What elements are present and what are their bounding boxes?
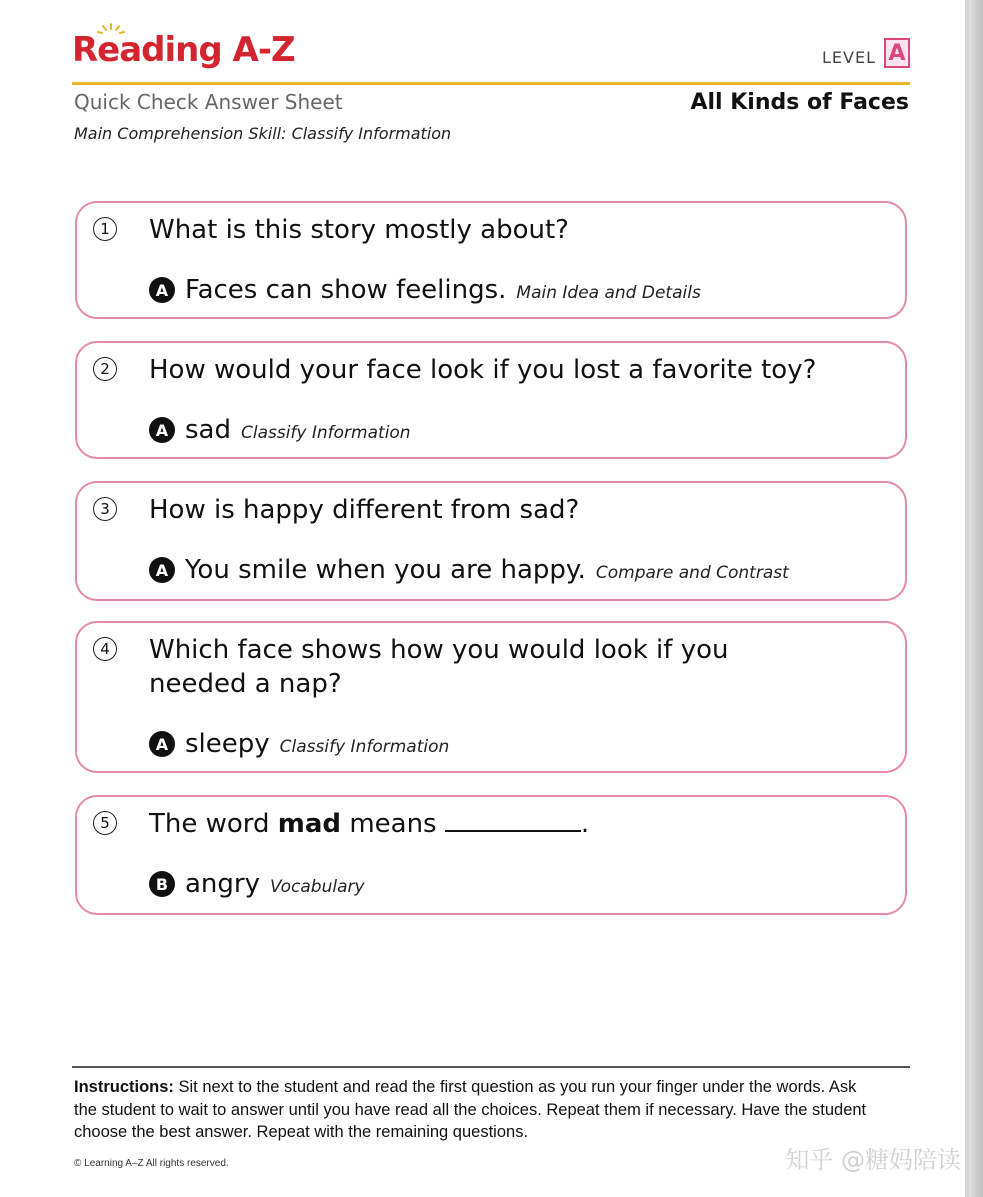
answer-letter-4: A — [149, 731, 175, 757]
question-text-3: How is happy different from sad? — [149, 495, 580, 525]
question-text-4-line-2: needed a nap? — [149, 669, 342, 699]
question-text-4 — [149, 633, 865, 701]
question-number-4: 4 — [93, 637, 117, 661]
answer-blank-line — [445, 810, 581, 832]
question-card-4 — [75, 621, 907, 773]
answer-letter-5: B — [149, 871, 175, 897]
question-text-5 — [149, 807, 865, 841]
question-text-5-bold-word: mad — [277, 809, 342, 839]
level-badge: A — [884, 38, 910, 68]
answer-row-4 — [149, 729, 449, 759]
question-text-5-end: . — [580, 809, 590, 839]
answer-row-3 — [149, 555, 789, 585]
instructions-label: Instructions: — [74, 1078, 174, 1096]
main-skill-line: Main Comprehension Skill: Classify Information — [74, 124, 452, 143]
answer-letter-1: A — [149, 277, 175, 303]
question-number-2: 2 — [93, 357, 117, 381]
answer-skill-3: Compare and Contrast — [595, 563, 789, 583]
question-text-5-before: The word — [149, 809, 270, 839]
copyright: © Learning A–Z All rights reserved. — [74, 1158, 229, 1169]
watermark: 知乎 @糖妈陪读 — [785, 1146, 961, 1174]
question-number-3: 3 — [93, 497, 117, 521]
question-text-1: What is this story mostly about? — [149, 215, 569, 245]
question-card-1 — [75, 201, 907, 319]
instructions — [74, 1076, 874, 1144]
level-label: LEVEL — [822, 48, 876, 67]
question-number-5: 5 — [93, 811, 117, 835]
instructions-text: Sit next to the student and read the first question as you run your finger under the words. Ask the student to wait to answer until you have read all the choices. Repeat them if necessary. Have the student choose the best answer. Repeat with the remaining questions. — [74, 1078, 867, 1141]
answer-text-1: Faces can show feelings. — [185, 275, 507, 305]
question-text-5-after: means — [349, 809, 437, 839]
answer-text-3: You smile when you are happy. — [185, 555, 586, 585]
answer-row-5 — [149, 869, 365, 899]
header-divider — [72, 82, 910, 85]
answer-text-5: angry — [185, 869, 260, 899]
answer-skill-1: Main Idea and Details — [516, 283, 701, 303]
reading-az-logo: Reading A-Z — [72, 30, 295, 70]
answer-text-4: sleepy — [185, 729, 270, 759]
question-text-2: How would your face look if you lost a favorite toy? — [149, 355, 817, 385]
answer-text-2: sad — [185, 415, 231, 445]
question-card-5 — [75, 795, 907, 915]
level-indicator — [822, 38, 910, 68]
answer-row-2 — [149, 415, 411, 445]
sheet-title: Quick Check Answer Sheet — [74, 90, 343, 114]
question-card-2 — [75, 341, 907, 459]
answer-letter-2: A — [149, 417, 175, 443]
footer-divider — [72, 1066, 910, 1068]
answer-row-1 — [149, 275, 701, 305]
page-edge-line — [965, 0, 969, 1197]
answer-skill-5: Vocabulary — [270, 877, 365, 897]
answer-skill-4: Classify Information — [279, 737, 450, 757]
question-text-4-line-1: Which face shows how you would look if you — [149, 635, 729, 665]
answer-skill-2: Classify Information — [240, 423, 411, 443]
question-card-3 — [75, 481, 907, 601]
question-number-1: 1 — [93, 217, 117, 241]
book-title: All Kinds of Faces — [690, 90, 909, 115]
answer-letter-3: A — [149, 557, 175, 583]
